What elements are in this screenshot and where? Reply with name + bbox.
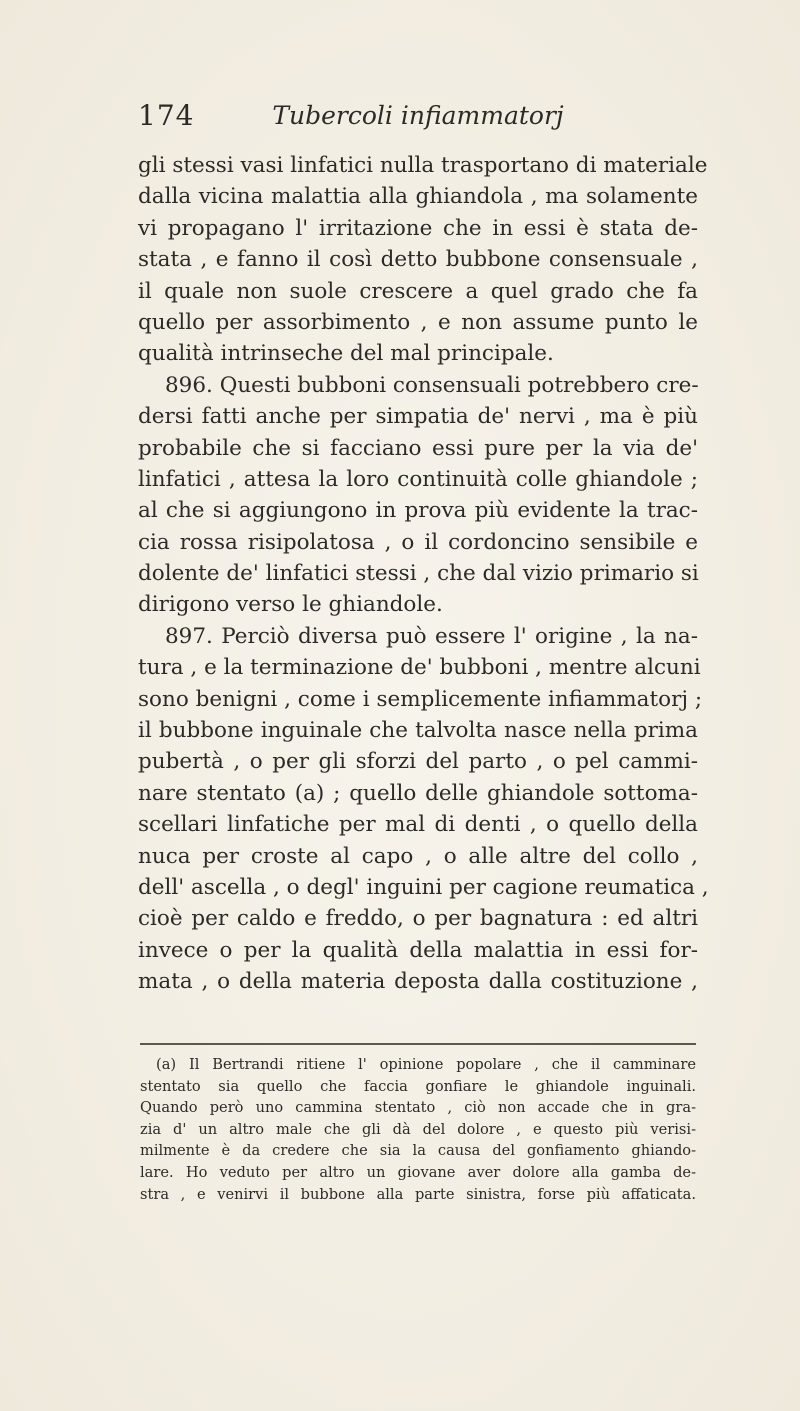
footnote-line: lare. Ho veduto per altro un giovane aver dolore alla gamba de-	[140, 1163, 696, 1181]
text-line: vi propagano l' irritazione che in essi è stata de-	[138, 215, 698, 241]
paragraph-start-897: 897. Perciò diversa può essere l' origine , la na-	[165, 623, 698, 649]
text-line: dolente de' linfatici stessi , che dal vizio primario si	[138, 561, 699, 587]
footnote-line: stra , e venirvi il bubbone alla parte sinistra, forse più affaticata.	[140, 1185, 696, 1203]
text-line: il quale non suole crescere a quel grado che fa	[138, 278, 698, 304]
text-line: dirigono verso le ghiandole.	[138, 592, 443, 618]
running-title: Tubercoli infiammatorj	[272, 101, 564, 130]
text-line: quello per assorbimento , e non assume punto le	[138, 309, 698, 335]
text-line: nuca per croste al capo , o alle altre del collo ,	[138, 843, 698, 869]
footnote-line: (a) Il Bertrandi ritiene l' opinione popolare , che il camminare	[156, 1056, 696, 1073]
text-line: probabile che si facciano essi pure per la via de'	[138, 435, 698, 461]
text-line: dell' ascella , o degl' inguini per cagione reumatica ,	[138, 874, 709, 900]
footnote-separator-rule	[140, 1043, 696, 1045]
text-line: stata , e fanno il così detto bubbone consensuale ,	[138, 247, 698, 273]
main-text	[138, 150, 709, 998]
page-header	[138, 99, 698, 143]
text-line: pubertà , o per gli sforzi del parto , o pel cammi-	[138, 749, 698, 775]
text-line: invece o per la qualità della malattia in essi for-	[138, 937, 698, 963]
text-line: cia rossa risipolatosa , o il cordoncino sensibile e	[138, 529, 698, 555]
text-line: cioè per caldo e freddo, o per bagnatura : ed altri	[138, 906, 698, 932]
text-line: dalla vicina malattia alla ghiandola , ma solamente	[138, 184, 698, 210]
text-line: il bubbone inguinale che talvolta nasce nella prima	[138, 718, 698, 744]
text-line: al che si aggiungono in prova più evidente la trac-	[138, 498, 698, 524]
footnote-line: milmente è da credere che sia la causa del gonfiamento ghiando-	[140, 1142, 696, 1160]
text-line: scellari linfatiche per mal di denti , o quello della	[138, 812, 698, 838]
text-line: nare stentato (a) ; quello delle ghiandole sottoma-	[138, 780, 698, 806]
page-number: 174	[138, 99, 195, 132]
text-line: gli stessi vasi linfatici nulla trasportano di materiale	[138, 153, 708, 178]
text-line: tura , e la terminazione de' bubboni , mentre alcuni	[138, 655, 701, 681]
footnote-line: Quando però uno cammina stentato , ciò non accade che in gra-	[140, 1099, 696, 1117]
text-line: sono benigni , come i semplicemente infiammatorj ;	[138, 686, 703, 712]
text-line: dersi fatti anche per simpatia de' nervi , ma è più	[138, 404, 698, 430]
footnote	[140, 1054, 696, 1205]
paragraph-start-896: 896. Questi bubboni consensuali potrebbero cre-	[165, 372, 699, 398]
text-line: qualità intrinseche del mal principale.	[138, 341, 554, 367]
text-line: mata , o della materia deposta dalla costituzione ,	[138, 969, 698, 995]
text-line: linfatici , attesa la loro continuità colle ghiandole ;	[138, 466, 698, 492]
footnote-line: stentato sia quello che faccia gonfiare le ghiandole inguinali.	[140, 1077, 696, 1095]
footnote-line: zia d' un altro male che gli dà del dolore , e questo più verisi-	[140, 1120, 696, 1138]
